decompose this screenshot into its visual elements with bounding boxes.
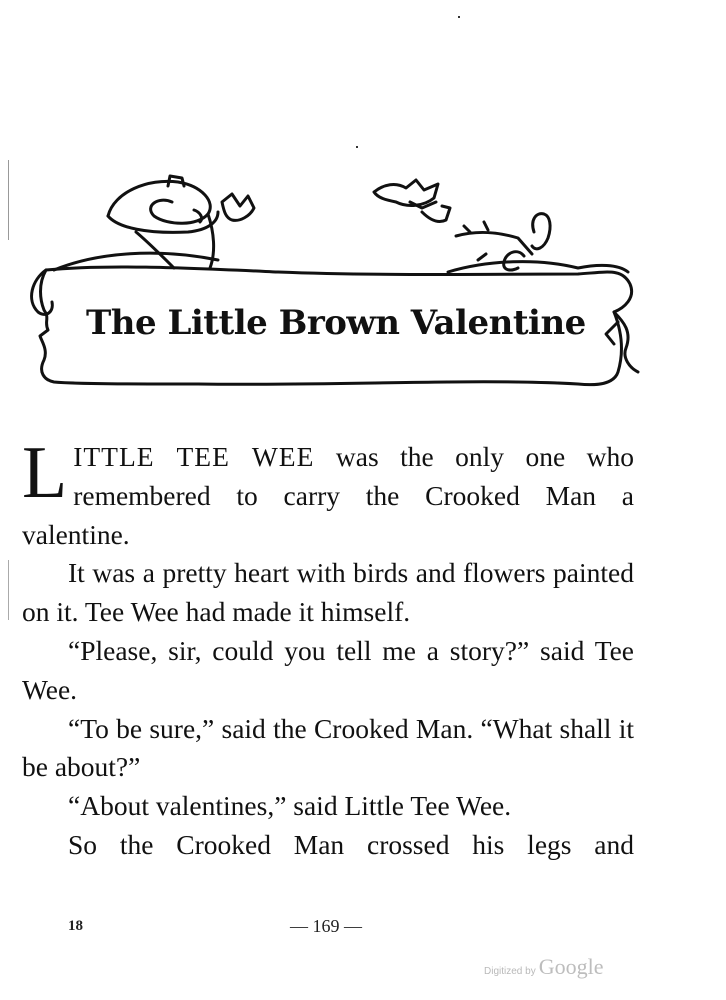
paragraph-text: was the only one who remembered to carry the Crooked Man a valentine. bbox=[22, 441, 634, 550]
margin-rule bbox=[8, 560, 9, 620]
paragraph: “About valentines,” said Little Tee Wee. bbox=[68, 790, 512, 822]
watermark-brand: Google bbox=[538, 954, 604, 979]
drop-cap: L bbox=[22, 432, 68, 514]
opening-smallcaps: ITTLE TEE WEE bbox=[73, 441, 315, 472]
paragraph: “To be sure,” said the Crooked Man. “What shall it be about?” bbox=[22, 712, 634, 783]
signature-mark: 18 bbox=[68, 918, 83, 934]
paragraph: “Please, sir, could you tell me a story?” said Tee Wee. bbox=[22, 634, 634, 705]
paragraph: It was a pretty heart with birds and flowers painted on it. Tee Wee had made it himself. bbox=[22, 557, 634, 628]
digitized-watermark bbox=[484, 954, 603, 980]
banner-illustration bbox=[18, 172, 658, 402]
page-number: — 169 — bbox=[290, 916, 362, 936]
scan-speck bbox=[356, 146, 358, 148]
opening-paragraph bbox=[22, 432, 634, 554]
scan-speck bbox=[458, 16, 460, 18]
chapter-body bbox=[22, 432, 634, 865]
margin-rule bbox=[8, 160, 9, 240]
watermark-prefix: Digitized by bbox=[484, 966, 536, 977]
chapter-title: The Little Brown Valentine bbox=[86, 303, 586, 343]
paragraph: So the Crooked Man crossed his legs and bbox=[68, 828, 634, 860]
